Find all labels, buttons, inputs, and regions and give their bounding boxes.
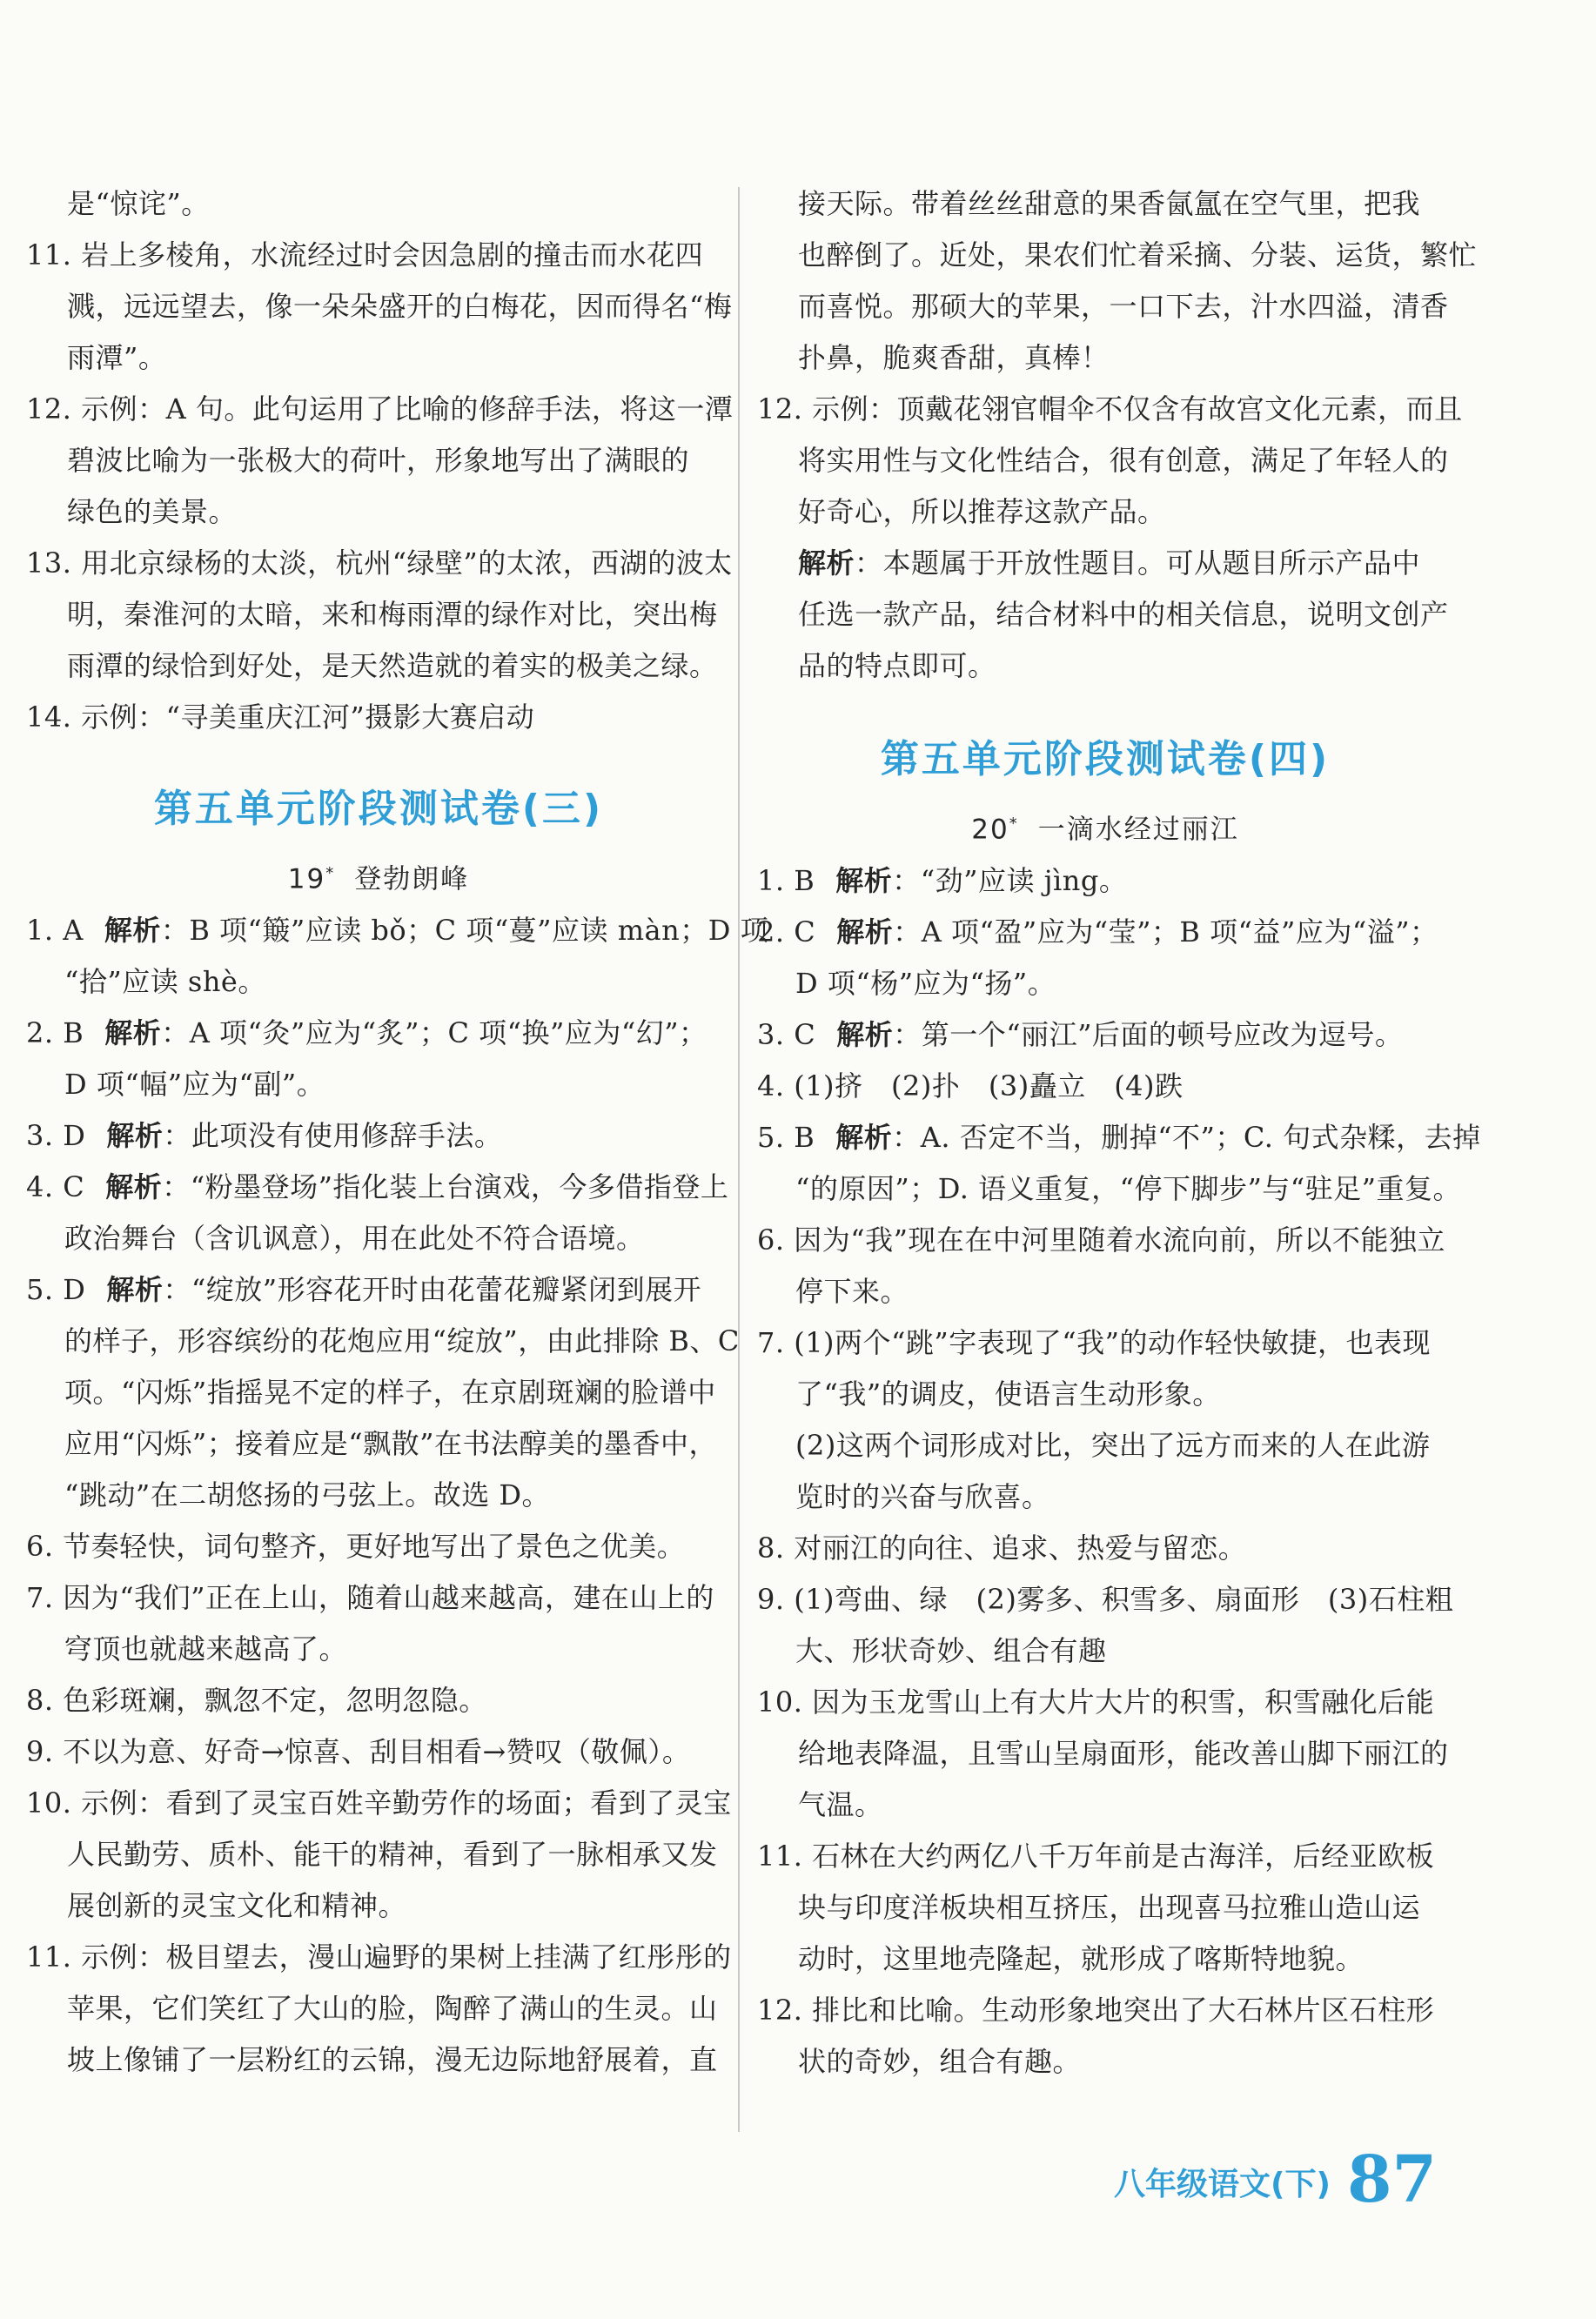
answer-text: 气温。 (798, 1788, 883, 1821)
answer-text: 9. (1)弯曲、绿 (2)雾多、积雪多、扇面形 (3)石柱粗 (757, 1583, 1454, 1616)
answer-line (757, 230, 1478, 281)
answer-text: 好奇心，所以推荐这款产品。 (798, 495, 1166, 528)
answer-text: 接天际。带着丝丝甜意的果香氤氲在空气里，把我 (798, 187, 1421, 220)
analysis-text: ：“粉墨登场”指化装上台演戏，今多借指登上 (162, 1170, 729, 1203)
answer-line (757, 384, 1463, 435)
answer-text: 也醉倒了。近处，果农们忙着采摘、分装、运货，繁忙 (798, 238, 1478, 271)
answer-line (26, 1675, 731, 1726)
answer-text: 9. 不以为意、好奇→惊喜、刮目相看→赞叹（敬佩）。 (26, 1735, 691, 1768)
analysis-keyword: 解析 (104, 914, 161, 947)
answer-line (26, 384, 734, 435)
answer-text: 12. 排比和比喻。生动形象地突出了大石林片区石柱形 (757, 1994, 1435, 2027)
answer-text: 坡上像铺了一层粉红的云锦，漫无边际地舒展着，直 (67, 2043, 718, 2076)
answer-text: 项。“闪烁”指摇晃不定的样子，在京剧斑斓的脸谱中 (64, 1376, 716, 1409)
lesson-star-mark: * (325, 864, 336, 882)
answer-text: 块与印度洋板块相互挤压，出现喜马拉雅山造山运 (798, 1891, 1421, 1924)
section-title: 第五单元阶段测试卷(三) (153, 787, 604, 831)
lesson-number: 19 (287, 863, 326, 895)
lesson-number: 20 (971, 814, 1009, 846)
answer-line (26, 589, 731, 640)
analysis-keyword: 解析 (105, 1170, 163, 1203)
analysis-keyword: 解析 (798, 546, 855, 580)
lesson-title (757, 793, 1453, 855)
answer-line (26, 1316, 740, 1367)
analysis-keyword: 解析 (835, 864, 893, 897)
answer-line (757, 1677, 1453, 1728)
answer-line (757, 1061, 1453, 1112)
answer-line (757, 1009, 1453, 1061)
lesson-name: 一滴水经过丽江 (1037, 814, 1239, 846)
answer-line (26, 1110, 731, 1162)
answer-line (757, 1882, 1453, 1934)
answer-line (757, 1215, 1453, 1266)
answer-line (757, 1985, 1453, 2036)
answer-line (757, 1831, 1453, 1882)
answer-line (757, 1523, 1453, 1574)
answer-text: “的原因”；D. 语义重复，“停下脚步”与“驻足”重复。 (795, 1172, 1462, 1205)
answer-line (757, 2036, 1453, 2088)
answer-text: 13. 用北京绿杨的太淡，杭州“绿壁”的太浓，西湖的波太 (26, 546, 733, 580)
answer-line (26, 1829, 731, 1880)
answer-text: 1. B (757, 864, 815, 897)
answer-text: 展创新的灵宝文化和精神。 (67, 1889, 407, 1922)
answer-text: 3. C (757, 1018, 816, 1051)
answer-text: 11. 岩上多棱角，水流经过时会因急剧的撞击而水花四 (26, 238, 704, 271)
answer-text: 给地表降温，且雪山呈扇面形，能改善山脚下丽江的 (798, 1737, 1449, 1770)
answer-text: 动时，这里地壳隆起，就形成了喀斯特地貌。 (798, 1942, 1365, 1975)
analysis-keyword: 解析 (835, 1121, 893, 1154)
answer-text: 6. 因为“我”现在在中河里随着水流向前，所以不能独立 (757, 1223, 1445, 1257)
answer-text: 5. D (26, 1273, 86, 1306)
answer-text: 溅，远远望去，像一朵朵盛开的白梅花，因而得名“梅 (67, 290, 733, 323)
answer-text: 11. 石林在大约两亿八千万年前是古海洋，后经亚欧板 (757, 1840, 1435, 1873)
answer-line (26, 1008, 731, 1059)
answer-text: 1. A (26, 914, 84, 947)
answer-line (757, 907, 1453, 958)
lesson-star-mark: * (1009, 814, 1019, 833)
answer-text: 4. (1)挤 (2)扑 (3)矗立 (4)跌 (757, 1069, 1184, 1103)
answer-text: D 项“杨”应为“扬”。 (795, 967, 1056, 1000)
answer-text: 明，秦淮河的太暗，来和梅雨潭的绿作对比，突出梅 (67, 598, 718, 631)
analysis-text: ：第一个“丽江”后面的顿号应改为逗号。 (893, 1018, 1404, 1051)
answer-line (26, 1059, 731, 1110)
answer-text: 政治舞台（含讥讽意），用在此处不符合语境。 (64, 1222, 645, 1255)
page-footer (1114, 2142, 1437, 2217)
answer-line (26, 1778, 731, 1829)
answer-text: 7. (1)两个“跳”字表现了“我”的动作轻快敏捷，也表现 (757, 1326, 1431, 1359)
page-number: 87 (1347, 2142, 1437, 2217)
answer-text: 12. 示例：A 句。此句运用了比喻的修辞手法，将这一潭 (26, 392, 734, 426)
answer-line (26, 1418, 731, 1470)
answer-line (26, 905, 769, 956)
answer-text: 将实用性与文化性结合，很有创意，满足了年轻人的 (798, 444, 1449, 477)
analysis-text: ：A. 否定不当，删掉“不”；C. 句式杂糅，去掉 (892, 1121, 1481, 1154)
answer-text: 8. 对丽江的向往、追求、热爱与留恋。 (757, 1531, 1247, 1565)
answer-text: 6. 节奏轻快，词句整齐，更好地写出了景色之优美。 (26, 1530, 686, 1563)
answer-line (757, 1934, 1453, 1985)
answer-text: 绿色的美景。 (67, 495, 238, 528)
answer-line (26, 1572, 731, 1624)
answer-line (757, 855, 1453, 907)
answer-line (26, 1162, 731, 1213)
answer-line (26, 956, 731, 1008)
answer-line (757, 538, 1453, 589)
answer-text: 5. B (757, 1121, 815, 1154)
answer-text: 14. 示例：“寻美重庆江河”摄影大赛启动 (26, 700, 535, 734)
answer-text: “跳动”在二胡悠扬的弓弦上。故选 D。 (64, 1478, 551, 1511)
answer-line (757, 1625, 1453, 1677)
answer-line (26, 1624, 731, 1675)
answer-text: 而喜悦。那硕大的苹果，一口下去，汁水四溢，清香 (798, 290, 1449, 323)
answer-text: 4. C (26, 1170, 85, 1203)
answer-text: (2)这两个词形成对比，突出了远方而来的人在此游 (795, 1429, 1431, 1462)
answer-line (26, 2034, 731, 2086)
answer-line (26, 178, 731, 230)
answer-text: 任选一款产品，结合材料中的相关信息，说明文创产 (798, 598, 1449, 631)
answer-line (26, 230, 731, 281)
grade-subject-label: 八年级语文(下) (1114, 2167, 1331, 2202)
answer-line (757, 1112, 1481, 1163)
spacer (757, 692, 1453, 727)
answer-line (26, 1726, 731, 1778)
answer-line (26, 640, 731, 692)
analysis-text: ：此项没有使用修辞手法。 (163, 1119, 503, 1152)
answer-line (757, 332, 1453, 384)
answer-line (26, 692, 731, 743)
answer-line (757, 1369, 1453, 1420)
answer-line (757, 435, 1453, 486)
answer-line (757, 1317, 1453, 1369)
answer-line (26, 486, 731, 538)
lesson-name: 登勃朗峰 (354, 863, 470, 895)
analysis-keyword: 解析 (836, 1018, 894, 1051)
answer-line (757, 281, 1453, 332)
answer-line (26, 1367, 731, 1418)
answer-line (757, 1728, 1453, 1779)
answer-line (757, 1266, 1453, 1317)
answer-text: 10. 因为玉龙雪山上有大片大片的积雪，积雪融化后能 (757, 1686, 1435, 1719)
answer-text: 2. B (26, 1016, 84, 1049)
answer-text: 状的奇妙，组合有趣。 (798, 2045, 1082, 2078)
answer-text: 雨潭”。 (67, 341, 167, 374)
analysis-keyword: 解析 (104, 1016, 162, 1049)
answer-line (757, 1779, 1453, 1831)
analysis-text: ：“绽放”形容花开时由花蕾花瓣紧闭到展开 (163, 1273, 702, 1306)
analysis-text: ：A 项“灸”应为“炙”；C 项“换”应为“幻”； (161, 1016, 707, 1049)
answer-line (757, 1471, 1453, 1523)
analysis-text: ：A 项“盈”应为“莹”；B 项“益”应为“溢”； (893, 915, 1438, 948)
answer-text: 12. 示例：顶戴花翎官帽伞不仅含有故宫文化元素，而且 (757, 392, 1463, 426)
answer-text: 停下来。 (795, 1275, 909, 1308)
left-column (26, 178, 769, 2086)
section-title: 第五单元阶段测试卷(四) (880, 737, 1331, 781)
answer-line (26, 1264, 731, 1316)
right-column (757, 178, 1481, 2088)
answer-line (26, 1470, 731, 1521)
answer-line (757, 1163, 1462, 1215)
analysis-text: ：B 项“簸”应读 bǒ；C 项“蔓”应读 màn；D 项 (160, 914, 769, 947)
answer-text: 苹果，它们笑红了大山的脸，陶醉了满山的生灵。山 (67, 1992, 718, 2025)
analysis-keyword: 解析 (836, 915, 894, 948)
answer-line (757, 640, 1453, 692)
answer-line (26, 1880, 731, 1932)
answer-text: 应用“闪烁”；接着应是“飘散”在书法醇美的墨香中， (64, 1427, 717, 1460)
answer-text: 了“我”的调皮，使语言生动形象。 (795, 1377, 1221, 1411)
answer-line (26, 538, 731, 589)
answer-text: 是“惊诧”。 (67, 187, 210, 220)
answer-text: 2. C (757, 915, 816, 948)
answer-line (757, 178, 1453, 230)
analysis-keyword: 解析 (106, 1119, 164, 1152)
answer-line (757, 958, 1453, 1009)
answer-text: 览时的兴奋与欣喜。 (795, 1480, 1050, 1513)
answer-text: 人民勤劳、质朴、能干的精神，看到了一脉相承又发 (67, 1838, 718, 1871)
answer-text: D 项“幅”应为“副”。 (64, 1068, 325, 1101)
answer-line (26, 1213, 731, 1264)
spacer (26, 743, 731, 776)
answer-line (26, 1983, 731, 2034)
analysis-text: ：本题属于开放性题目。可从题目所示产品中 (855, 546, 1421, 580)
lesson-title (26, 842, 731, 905)
column-divider (738, 187, 740, 2132)
answer-line (757, 589, 1453, 640)
answer-line (26, 1932, 731, 1983)
answer-text: 大、形状奇妙、组合有趣 (795, 1634, 1107, 1667)
answer-line (757, 1574, 1453, 1625)
answer-text: 雨潭的绿恰到好处，是天然造就的着实的极美之绿。 (67, 649, 718, 682)
answer-text: “拾”应读 shè。 (64, 965, 266, 998)
answer-text: 碧波比喻为一张极大的荷叶，形象地写出了满眼的 (67, 444, 690, 477)
answer-line (26, 1521, 731, 1572)
answer-text: 3. D (26, 1119, 86, 1152)
analysis-keyword: 解析 (106, 1273, 164, 1306)
answer-text: 穹顶也就越来越高了。 (64, 1632, 348, 1666)
answer-text: 11. 示例：极目望去，漫山遍野的果树上挂满了红彤彤的 (26, 1940, 732, 1974)
answer-line (26, 332, 731, 384)
answer-text: 8. 色彩斑斓，飘忽不定，忽明忽隐。 (26, 1684, 487, 1717)
answer-line (757, 486, 1453, 538)
analysis-text: ：“劲”应读 jìng。 (892, 864, 1128, 897)
answer-line (26, 281, 731, 332)
answer-text: 品的特点即可。 (798, 649, 996, 682)
answer-text: 的样子，形容缤纷的花炮应用“绽放”，由此排除 B、C (64, 1324, 740, 1357)
answer-line (26, 435, 731, 486)
answer-text: 7. 因为“我们”正在上山，随着山越来越高，建在山上的 (26, 1581, 714, 1614)
answer-line (757, 1420, 1453, 1471)
answer-text: 扑鼻，脆爽香甜，真棒！ (798, 341, 1110, 374)
answer-text: 10. 示例：看到了灵宝百姓辛勤劳作的场面；看到了灵宝 (26, 1786, 732, 1820)
